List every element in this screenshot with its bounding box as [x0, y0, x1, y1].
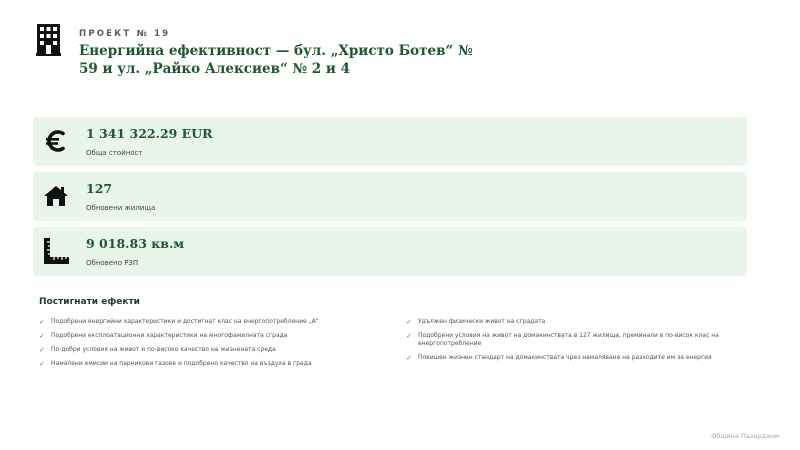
stat-label: Обновени жилища [86, 204, 156, 212]
building-icon [36, 24, 61, 56]
project-number: ПРОЕКТ № 19 [79, 29, 171, 39]
footer-municipality: Община Пазарджик [711, 432, 780, 440]
list-item: ✓ Удължен физически живот на сградата [406, 318, 546, 326]
euro-icon [42, 127, 70, 155]
list-item: ✓ Повишен жизнен стандарт на домакинствата чрез намаляване на разходите им за енергия [406, 354, 712, 362]
list-item: ✓ Подобрени условия на живот на домакинствата в 127 жилища, преминали в по-висок клас на енергопотребление [406, 332, 719, 347]
check-icon: ✓ [39, 318, 45, 326]
list-item: ✓ Подобрени енергийни характеристики и достигнат клас на енергопотребление „А“ [39, 318, 319, 326]
stat-label: Обновено РЗП [86, 259, 139, 267]
check-icon: ✓ [39, 346, 45, 354]
effects-list-left [39, 318, 379, 374]
stat-value: 9 018.83 кв.м [86, 236, 185, 251]
home-icon [42, 182, 70, 210]
list-item: ✓ Подобрени експлоатационни характеристики на многофамилната сграда [39, 332, 288, 340]
check-icon: ✓ [39, 332, 45, 340]
check-icon: ✓ [39, 360, 45, 368]
stat-card-homes [33, 172, 747, 221]
check-icon: ✓ [406, 354, 412, 362]
stat-value: 1 341 322.29 EUR [86, 126, 213, 141]
stat-card-cost [33, 117, 747, 166]
effects-list-right [406, 318, 751, 368]
list-item: ✓ Намалени емисии на парникови газове и подобрено качество на въздуха в града [39, 360, 312, 368]
check-icon: ✓ [406, 318, 412, 326]
check-icon: ✓ [406, 332, 412, 340]
ruler-icon [42, 237, 70, 265]
stat-label: Обща стойност [86, 149, 143, 157]
stat-card-area [33, 227, 747, 276]
list-item: ✓ По-добри условия на живот и по-високо качество на жизнената среда [39, 346, 276, 354]
stat-value: 127 [86, 181, 113, 196]
effects-heading: Постигнати ефекти [39, 297, 140, 307]
page-title: Енергийна ефективност — бул. „Христо Ботев“ № 59 и ул. „Райко Алексиев“ № 2 и 4 [79, 43, 473, 77]
